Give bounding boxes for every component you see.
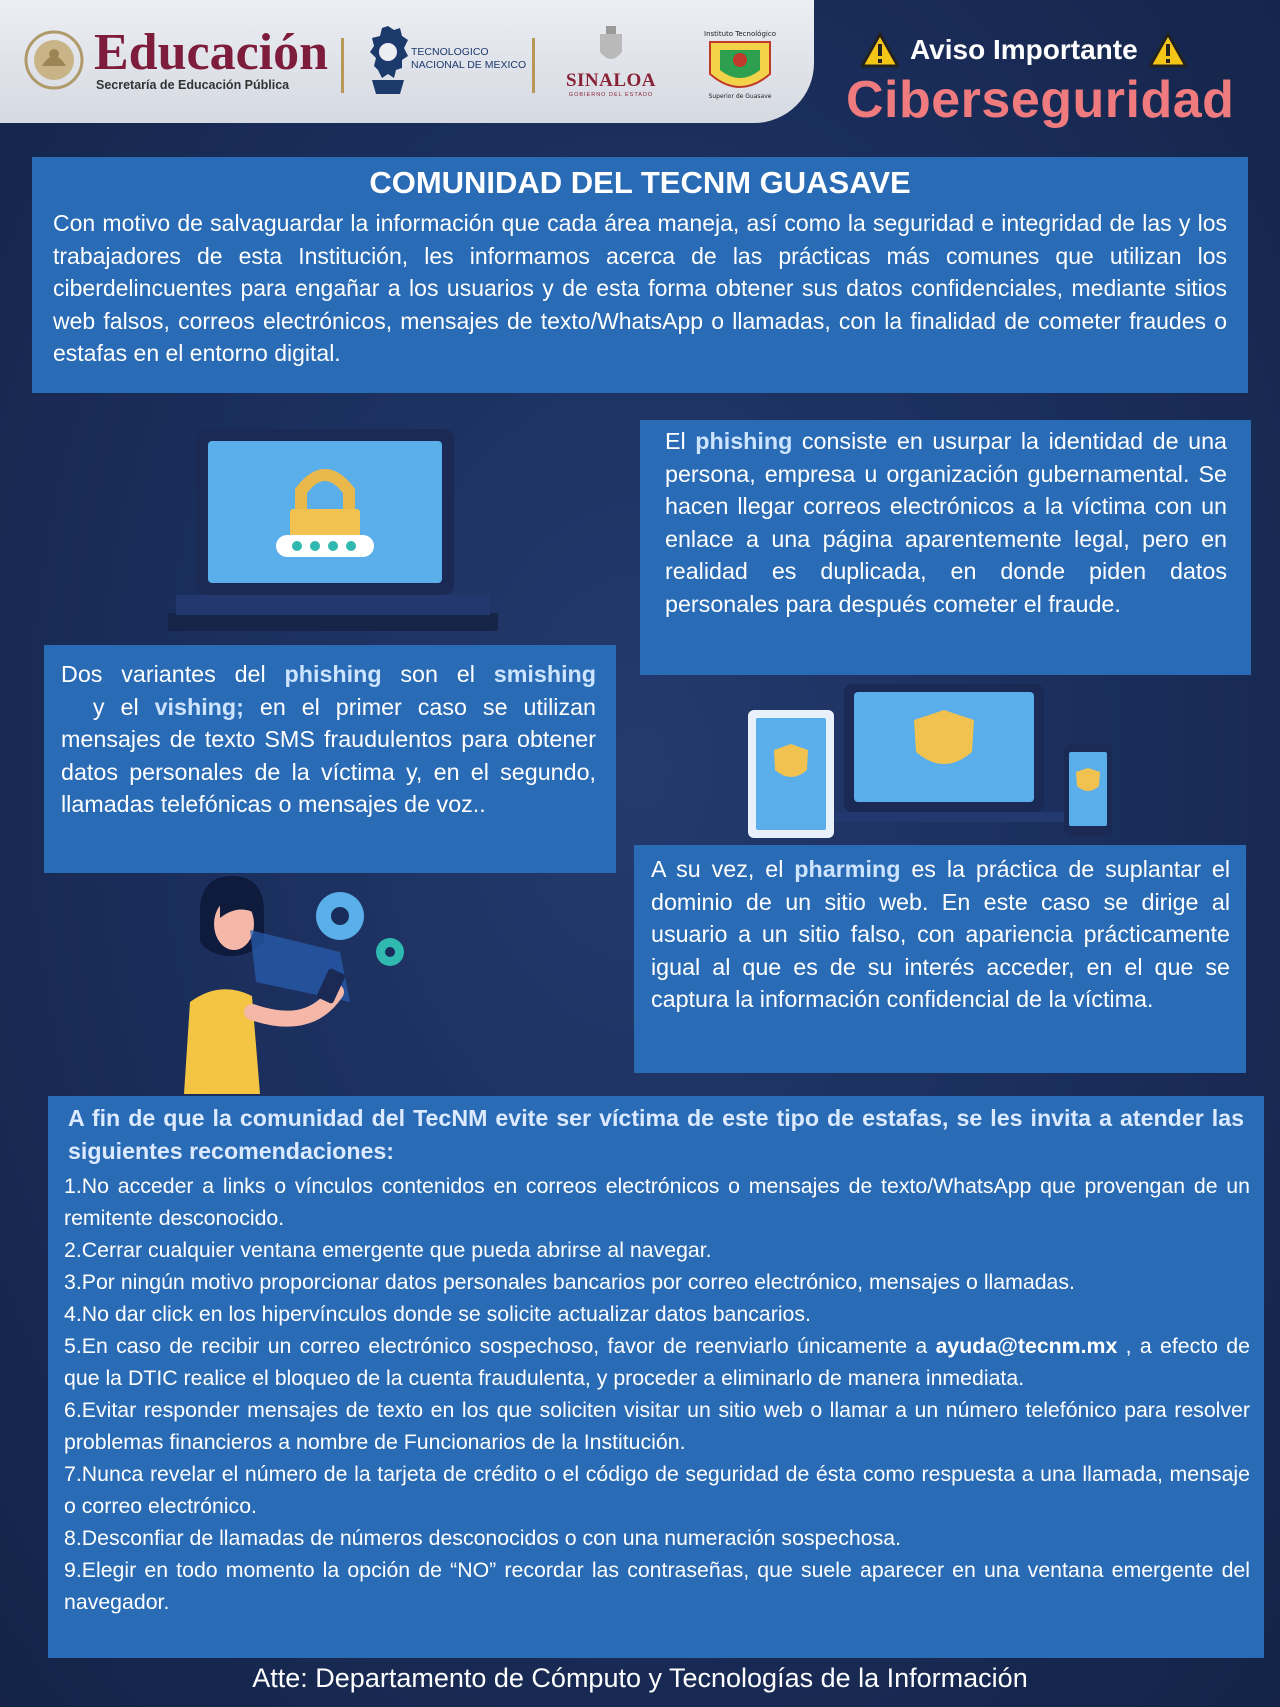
community-title: COMUNIDAD DEL TECNM GUASAVE: [369, 165, 911, 200]
tecnm-line2: NACIONAL DE MEXICO: [411, 59, 527, 71]
recommendations-intro: A fin de que la comunidad del TecNM evite ser víctima de este tipo de estafas, se les invita a atender las siguientes recomendaciones:: [68, 1105, 1244, 1164]
ciberseguridad-title: Ciberseguridad: [846, 71, 1235, 129]
list-item: 6.Evitar responder mensajes de texto en los que soliciten visitar un sitio web o llamar a un número telefónico para resolver problemas financieros a nombre de Funcionarios de la Institución.: [64, 1398, 1250, 1454]
pharming-paragraph: [651, 853, 1230, 1016]
logo-bar: [0, 0, 814, 123]
variants-text: son el: [381, 661, 494, 687]
variants-text: en el primer caso se utilizan mensajes de texto SMS fraudulentos para obtener datos personales de la víctima y, en el segundo, llamadas telefónicas o mensajes de voz..: [61, 693, 597, 817]
warning-icon: [860, 32, 900, 68]
itsg-emblem-icon: [702, 22, 778, 102]
variants-text: Dos variantes del: [61, 661, 285, 687]
warning-icon: [1148, 32, 1188, 68]
footer-signature: Atte: Departamento de Cómputo y Tecnologías de la Información: [252, 1663, 1028, 1693]
item5-text-post: , a efecto de que la DTIC realice el bloqueo de la cuenta fraudulenta, y proceder a eliminarlo de manera inmediata.: [64, 1334, 1250, 1390]
phishing-text-pre: El: [665, 428, 696, 454]
pharming-term: pharming: [794, 856, 901, 882]
phishing-panel: [640, 420, 1251, 675]
pharming-panel: [634, 845, 1246, 1073]
vishing-term: vishing;: [154, 693, 244, 720]
mexico-seal-icon: [24, 26, 84, 96]
tecnm-logo: [366, 22, 527, 98]
list-item: 4.No dar click en los hipervínculos donde se solicite actualizar datos bancarios.: [64, 1302, 811, 1326]
woman-phone-icon: [160, 872, 420, 1094]
pharming-text-post: es la práctica de suplantar el dominio de un sitio web. En este caso se dirige al usuario a un sitio falso, con apariencia prácticamente igual al que es de su interés acceder, en el que se captura la información confidencial de la víctima.: [651, 856, 1230, 1012]
variants-text: y el: [61, 693, 155, 720]
list-item: 9.Elegir en todo momento la opción de “NO” recordar las contraseñas, que suele aparecer en una ventana emergente del navegador.: [64, 1558, 1250, 1614]
laptop-lock-icon: [168, 425, 504, 635]
itsg-logo: [702, 22, 778, 102]
phishing-term: phishing: [695, 428, 793, 454]
list-item: [64, 1330, 1250, 1394]
sinaloa-subtitle: GOBIERNO DEL ESTADO: [568, 92, 654, 98]
sinaloa-logo: [556, 26, 666, 100]
intro-paragraph: Con motivo de salvaguardar la información que cada área maneja, así como la seguridad e integridad de las y los trabajadores de esta Institución, les informamos acerca de las prácticas más comunes que utilizan los ciberdelincuentes para engañar a los usuarios y de esta forma obtener sus datos confidenciales, mediante sitios web falsos, correos electrónicos, mensajes de texto/WhatsApp o llamadas, con la finalidad de cometer fraudes o estafas en el entorno digital.: [53, 210, 1227, 367]
devices-shield-icon: [744, 680, 1116, 840]
tecnm-gear-icon: [366, 22, 410, 98]
aviso-label: Aviso Importante: [910, 34, 1138, 65]
tecnm-wordmark: [411, 46, 526, 72]
list-item: 8.Desconfiar de llamadas de números desconocidos o con una numeración sospechosa.: [64, 1526, 901, 1550]
phishing-text-post: consiste en usurpar la identidad de una persona, empresa u organización gubernamental. Se hacen llegar correos electrónicos a la víctima con un enlace a una página aparentemente legal, pero en realidad es duplicada, en donde piden datos personales para después cometer el fraude.: [665, 428, 1228, 617]
list-item: 2.Cerrar cualquier ventana emergente que pueda abrirse al navegar.: [64, 1238, 712, 1262]
list-item: 3.Por ningún motivo proporcionar datos personales bancarios por correo electrónico, mensajes o llamadas.: [64, 1270, 1075, 1294]
variants-paragraph: [61, 658, 596, 821]
phishing-term: phishing: [284, 661, 382, 687]
phishing-paragraph: [665, 425, 1227, 620]
tecnm-line1: TECNOLOGICO: [411, 46, 489, 58]
logo-divider: [341, 38, 344, 93]
help-email-link[interactable]: ayuda@tecnm.mx: [935, 1334, 1118, 1358]
intro-panel: [32, 157, 1248, 393]
variants-panel: [44, 645, 616, 873]
item5-text-pre: 5.En caso de recibir un correo electrónico sospechoso, favor de reenviarlo únicamente a: [64, 1334, 936, 1358]
itsg-bottom-text: Superior de Guasave: [708, 93, 772, 100]
sinaloa-wordmark: SINALOA: [565, 70, 657, 91]
pharming-text-pre: A su vez, el: [651, 856, 795, 882]
list-item: 7.Nunca revelar el número de la tarjeta de crédito o el código de seguridad de ésta como respuesta a una llamada, mensaje o correo electrónico.: [64, 1462, 1250, 1518]
smishing-term: smishing: [493, 661, 596, 687]
sep-subtitle: Secretaría de Educación Pública: [96, 78, 290, 92]
recommendations-list: [64, 1170, 1250, 1618]
educacion-wordmark: Educación: [94, 24, 329, 81]
sep-educacion-logo: [24, 22, 346, 98]
itsg-top-text: Instituto Tecnológico: [704, 30, 776, 38]
logo-divider: [532, 38, 535, 93]
sinaloa-crest-icon: [596, 26, 626, 68]
aviso-heading: [860, 32, 1210, 68]
recommendations-panel: [48, 1096, 1264, 1658]
list-item: 1.No acceder a links o vínculos contenidos en correos electrónicos o mensajes de texto/WhatsApp que provengan de un remitente desconocido.: [64, 1174, 1250, 1230]
